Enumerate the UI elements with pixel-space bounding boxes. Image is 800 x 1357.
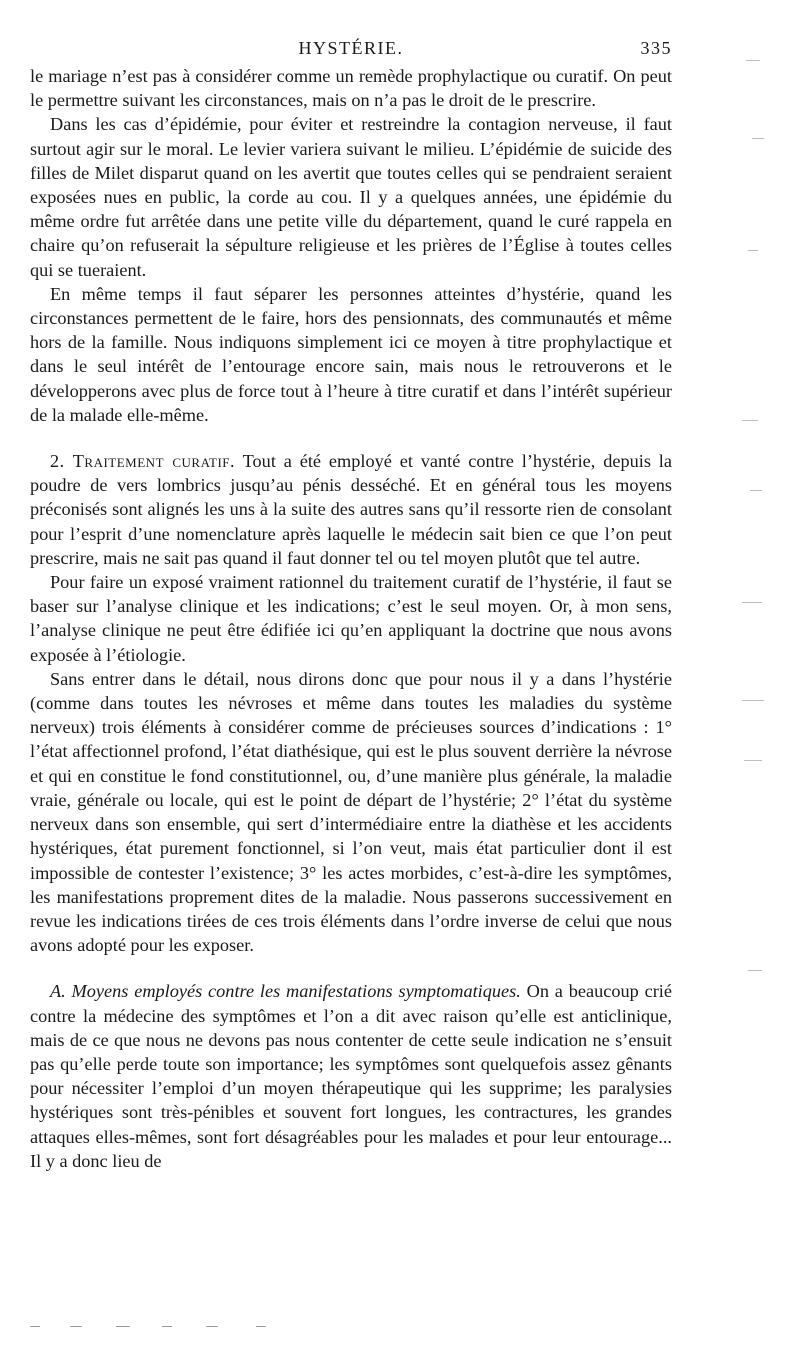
footer-dash bbox=[116, 1326, 130, 1327]
paragraph-6: Sans entrer dans le détail, nous dirons donc que pour nous il y a dans l’hystérie (comme dans toutes les névroses et même dans toutes les maladies du système nerveux) trois éléments à considérer comme de précieuses sources d’indications : 1° l’état affectionnel profond, l’état diathésique, qui est le plus souvent derrière la névrose et qui en constitue le fond constitutionnel, ou, d’une manière plus générale, la maladie vraie, générale ou locale, qui est le point de départ de l’hystérie; 2° l’état du système nerveux dans son ensemble, qui sert d’intermédiaire entre la diathèse et les accidents hystériques, état purement fonctionnel, si l’on veut, mais état particulier dont il est impossible de contester l’existence; 3° les actes morbides, c’est-à-dire les symptômes, les manifestations proprement dites de la maladie. Nous passerons successivement en revue les indications tirées de ces trois éléments dans l’ordre inverse de celui que nous avons adopté pour les exposer. bbox=[30, 668, 672, 956]
paragraph-7 bbox=[30, 979, 672, 1173]
margin-mark bbox=[742, 700, 764, 701]
section-gap bbox=[30, 957, 672, 979]
paragraph-1: le mariage n’est pas à considérer comme un remède prophylactique ou curatif. On peut le permettre suivant les circonstances, mais on n’a pas le droit de le prescrire. bbox=[30, 66, 672, 111]
paragraph-3: En même temps il faut séparer les personnes atteintes d’hystérie, quand les circonstances permettent de le faire, hors des pensionnats, des communautés et même hors de la famille. Nous indiquons simplement ici ce moyen à titre prophylactique et dans le seul intérêt de l’entourage encore sain, mais nous le retrouverons et le développerons avec plus de force tout à l’heure à titre curatif et dans l’intérêt supérieur de la malade elle-même. bbox=[30, 283, 672, 425]
footer-dash bbox=[206, 1326, 218, 1327]
section-heading-curative: 2. Traitement curatif. bbox=[50, 451, 236, 472]
margin-mark bbox=[744, 760, 762, 761]
section-heading-symptomatic: A. Moyens employés contre les manifestations symptomatiques. bbox=[50, 981, 521, 1002]
margin-mark bbox=[750, 490, 762, 491]
paragraph-7-body: On a beaucoup crié contre la médecine des symptômes et l’on a dit avec raison qu’elle est anticlinique, mais de ce que nous ne devons pas nous contenter de cette seule indication ne s’ensuit pas qu’elle perde toute son importance; les symptômes sont quelquefois assez gênants pour nécessiter l’emploi d’un moyen thérapeutique qui les supprime; les paralysies hystériques sont très-pénibles et souvent fort longues, les contractures, les grandes attaques elles-mêmes, sont fort désagréables pour les malades et pour leur entourage... Il y a donc lieu de bbox=[30, 981, 672, 1171]
footer-marks bbox=[30, 1326, 330, 1330]
book-page bbox=[30, 30, 672, 1173]
paragraph-5: Pour faire un exposé vraiment rationnel du traitement curatif de l’hystérie, il faut se baser sur l’analyse clinique et les indications; c’est le seul moyen. Or, à mon sens, l’analyse clinique ne peut être édifiée ici qu’en appliquant la doctrine que nous avons exposée à l’étiologie. bbox=[30, 572, 672, 665]
paragraph-4-body: Tout a été employé et vanté contre l’hystérie, depuis la poudre de vers lombrics jusqu’au pénis desséché. Et en général tous les moyens préconisés sont alignés les uns à la suite des autres sans qu’il ressorte rien de consolant pour l’esprit d’une nomenclature après laquelle le médecin sait bien ce que l’on peut prescrire, mais ne sait pas quand il faut donner tel ou tel moyen plutôt que tel autre. bbox=[30, 451, 672, 568]
margin-mark bbox=[742, 602, 762, 603]
paragraph-2: Dans les cas d’épidémie, pour éviter et restreindre la contagion nerveuse, il faut surtout agir sur le moral. Le levier variera suivant le milieu. L’épidémie de suicide des filles de Milet disparut quand on les avertit que toutes celles qui se pendraient seraient exposées nues en public, la corde au cou. Il y a quelques années, une épidémie du même ordre fut arrêtée dans une petite ville du département, quand le curé rappela en chaire qu’on refuserait la sépulture religieuse et les prières de l’Église à toutes celles qui se tueraient. bbox=[30, 114, 672, 280]
margin-mark bbox=[748, 250, 758, 251]
running-head bbox=[30, 30, 672, 64]
section-gap bbox=[30, 427, 672, 449]
paragraph-4 bbox=[30, 449, 672, 570]
page-number: 335 bbox=[640, 38, 672, 58]
margin-mark bbox=[748, 970, 762, 971]
margin-mark bbox=[752, 138, 764, 139]
running-title: HYSTÉRIE. bbox=[298, 38, 404, 58]
footer-dash bbox=[162, 1326, 172, 1327]
footer-dash bbox=[70, 1326, 82, 1327]
margin-mark bbox=[746, 60, 760, 61]
margin-marks bbox=[742, 20, 782, 1350]
margin-mark bbox=[742, 420, 758, 421]
footer-dash bbox=[256, 1326, 266, 1327]
footer-dash bbox=[30, 1326, 40, 1327]
